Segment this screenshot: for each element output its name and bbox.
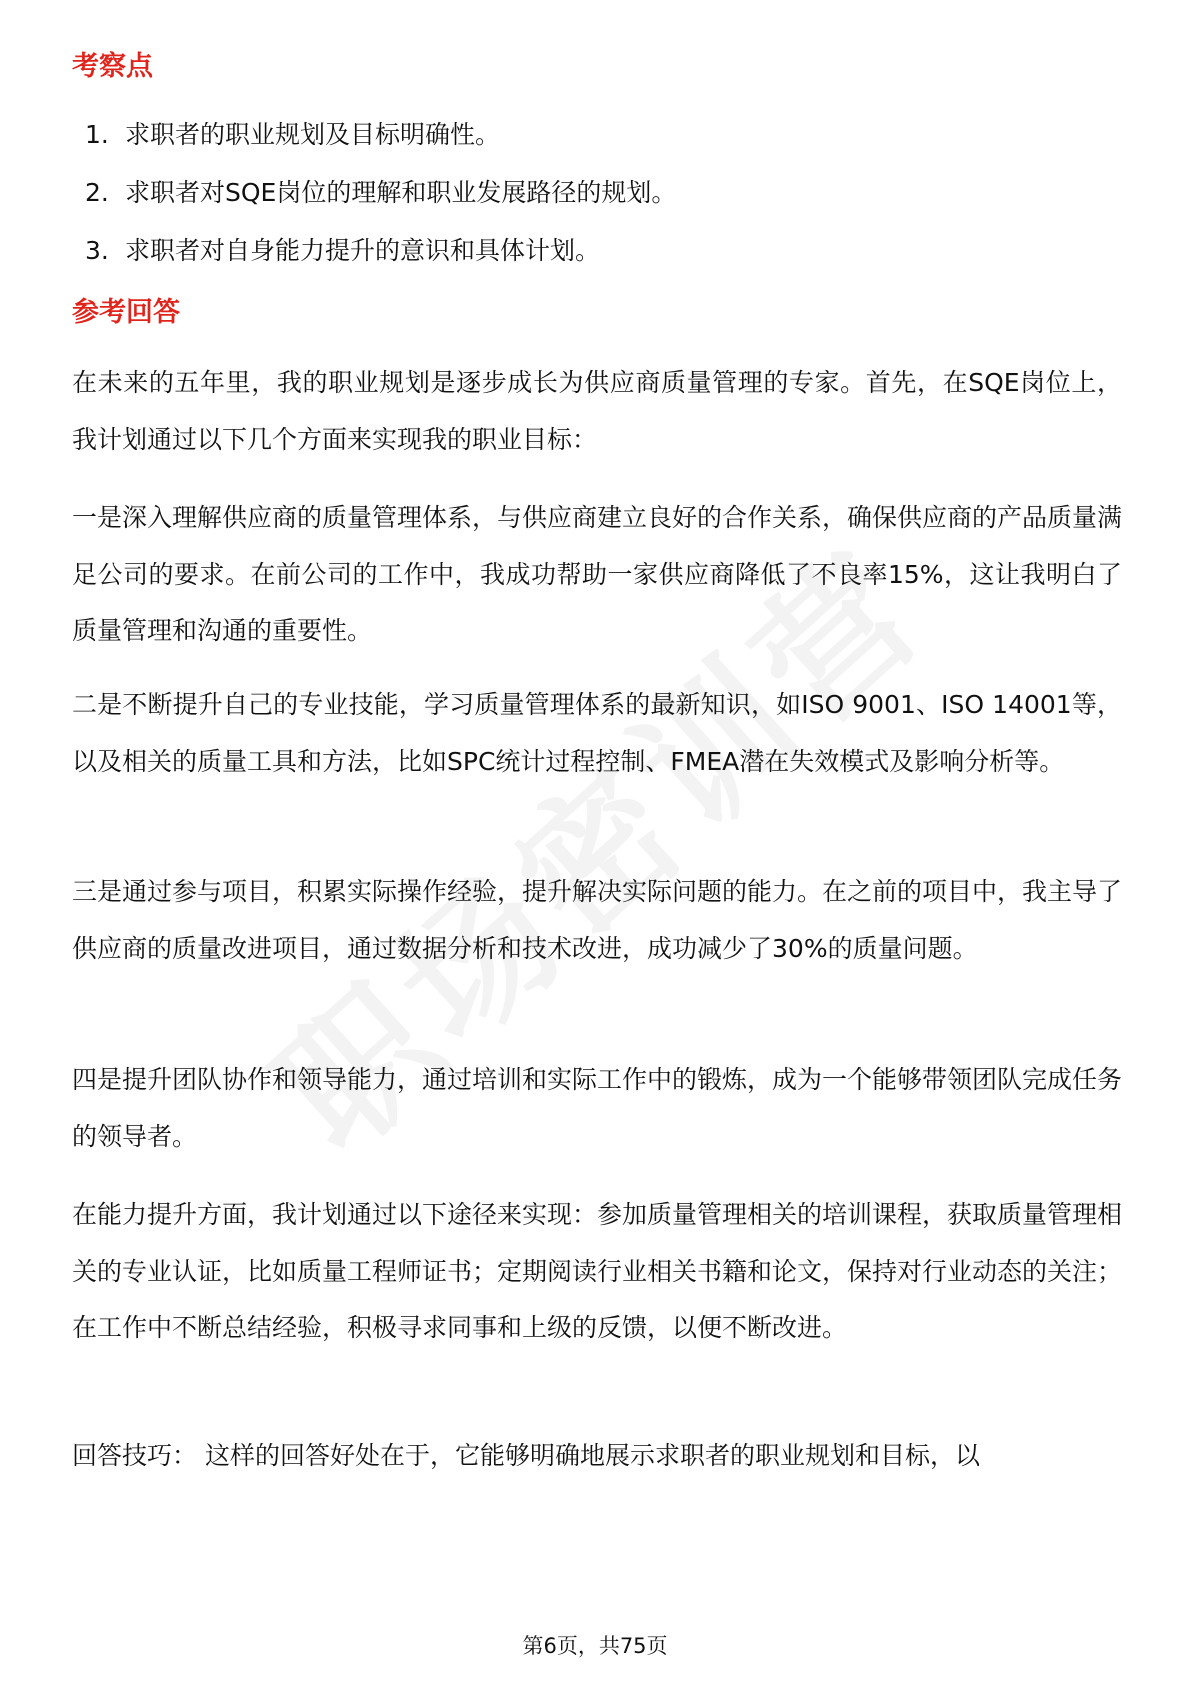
exam-points-list: [85, 118, 676, 292]
list-item: [85, 176, 676, 234]
answer-paragraph-4: 四是提升团队协作和领导能力，通过培训和实际工作中的锻炼，成为一个能够带领团队完成任务的领导者。: [72, 1065, 1123, 1151]
list-item: [85, 118, 676, 176]
exam-points-heading: 考察点: [72, 51, 153, 82]
list-item-text: 求职者对SQE岗位的理解和职业发展路径的规划。: [125, 178, 677, 207]
answer-paragraph-2: 二是不断提升自己的专业技能，学习质量管理体系的最新知识，如ISO 9001、ISO 14001等，以及相关的质量工具和方法，比如SPC统计过程控制、FMEA潜在失效模式及影响分析等。: [72, 690, 1122, 776]
list-item-number: 3.: [85, 236, 109, 265]
list-item-text: 求职者的职业规划及目标明确性。: [125, 120, 501, 149]
list-item: [85, 234, 676, 292]
answer-tips-paragraph: 回答技巧： 这样的回答好处在于，它能够明确地展示求职者的职业规划和目标，以: [72, 1441, 980, 1470]
list-item-number: 2.: [85, 178, 109, 207]
list-item-text: 求职者对自身能力提升的意识和具体计划。: [125, 236, 601, 265]
list-item-number: 1.: [85, 120, 109, 149]
answer-paragraph-1: 一是深入理解供应商的质量管理体系，与供应商建立良好的合作关系，确保供应商的产品质量满足公司的要求。在前公司的工作中，我成功帮助一家供应商降低了不良率15%，这让我明白了质量管理和沟通的重要性。: [72, 503, 1123, 645]
answer-paragraph-intro: 在未来的五年里，我的职业规划是逐步成长为供应商质量管理的专家。首先，在SQE岗位上，我计划通过以下几个方面来实现我的职业目标：: [72, 368, 1122, 454]
answer-paragraph-5: 在能力提升方面，我计划通过以下途径来实现：参加质量管理相关的培训课程，获取质量管理相关的专业认证，比如质量工程师证书；定期阅读行业相关书籍和论文，保持对行业动态的关注；在工作中不断总结经验，积极寻求同事和上级的反馈，以便不断改进。: [72, 1200, 1123, 1342]
page-number-footer: 第6页，共75页: [522, 1634, 668, 1658]
answer-paragraph-3: 三是通过参与项目，积累实际操作经验，提升解决实际问题的能力。在之前的项目中，我主导了供应商的质量改进项目，通过数据分析和技术改进，成功减少了30%的质量问题。: [72, 877, 1123, 963]
answer-heading: 参考回答: [72, 297, 180, 328]
